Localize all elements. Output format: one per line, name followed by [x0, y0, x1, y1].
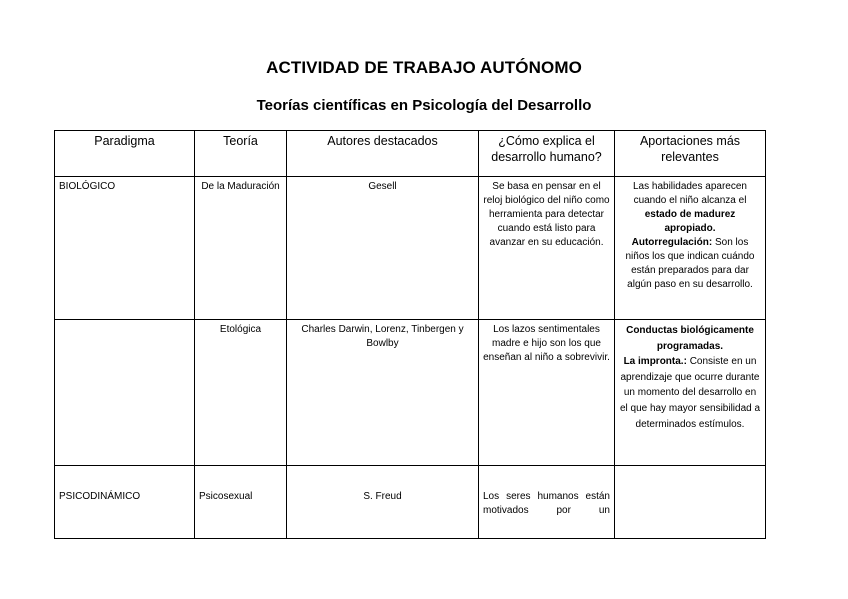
theories-table: [54, 130, 766, 539]
contrib-bold: Autorregulación:: [631, 237, 713, 248]
cell-paradigm: [55, 320, 195, 466]
table-row: [55, 320, 766, 466]
cell-contributions: [615, 320, 766, 466]
cell-authors: S. Freud: [287, 466, 479, 539]
cell-theory: De la Maduración: [195, 177, 287, 320]
cell-theory: Psicosexual: [195, 466, 287, 539]
cell-contributions: [615, 466, 766, 539]
page-title: ACTIVIDAD DE TRABAJO AUTÓNOMO: [266, 58, 582, 77]
contrib-text: Son los niños los que indican cuándo están preparados para dar algún paso en su desarrollo.: [625, 237, 755, 290]
cell-paradigm: BIOLÓGICO: [55, 177, 195, 320]
cell-how: Los seres humanos están motivados por un: [479, 466, 615, 539]
cell-how: Los lazos sentimentales madre e hijo son los que enseñan al niño a sobrevivir.: [479, 320, 615, 466]
header-authors: Autores destacados: [287, 131, 479, 177]
header-contributions: Aportaciones más relevantes: [615, 131, 766, 177]
cell-authors: Gesell: [287, 177, 479, 320]
contrib-bold: La impronta.:: [623, 356, 687, 368]
page-subtitle: Teorías científicas en Psicología del Desarrollo: [256, 97, 592, 114]
header-how: ¿Cómo explica el desarrollo humano?: [479, 131, 615, 177]
cell-contributions: [615, 177, 766, 320]
contrib-text: Las habilidades aparecen cuando el niño alcanza el: [633, 181, 747, 206]
cell-how: Se basa en pensar en el reloj biológico del niño como herramienta para detectar cuando está listo para avanzar en su educación.: [479, 177, 615, 320]
contrib-bold: estado de madurez apropiado.: [644, 209, 736, 234]
contrib-bold: Conductas biológicamente programadas.: [626, 325, 754, 352]
cell-authors: Charles Darwin, Lorenz, Tinbergen y Bowlby: [287, 320, 479, 466]
header-paradigm: Paradigma: [55, 131, 195, 177]
table-header-row: [55, 131, 766, 177]
table-row: [55, 466, 766, 539]
cell-theory: Etológica: [195, 320, 287, 466]
table-row: [55, 177, 766, 320]
contrib-text: Consiste en un aprendizaje que ocurre durante un momento del desarrollo en el que hay mayor sensibilidad a determinados estímulos.: [619, 356, 761, 430]
header-theory: Teoría: [195, 131, 287, 177]
cell-paradigm: PSICODINÁMICO: [55, 466, 195, 539]
